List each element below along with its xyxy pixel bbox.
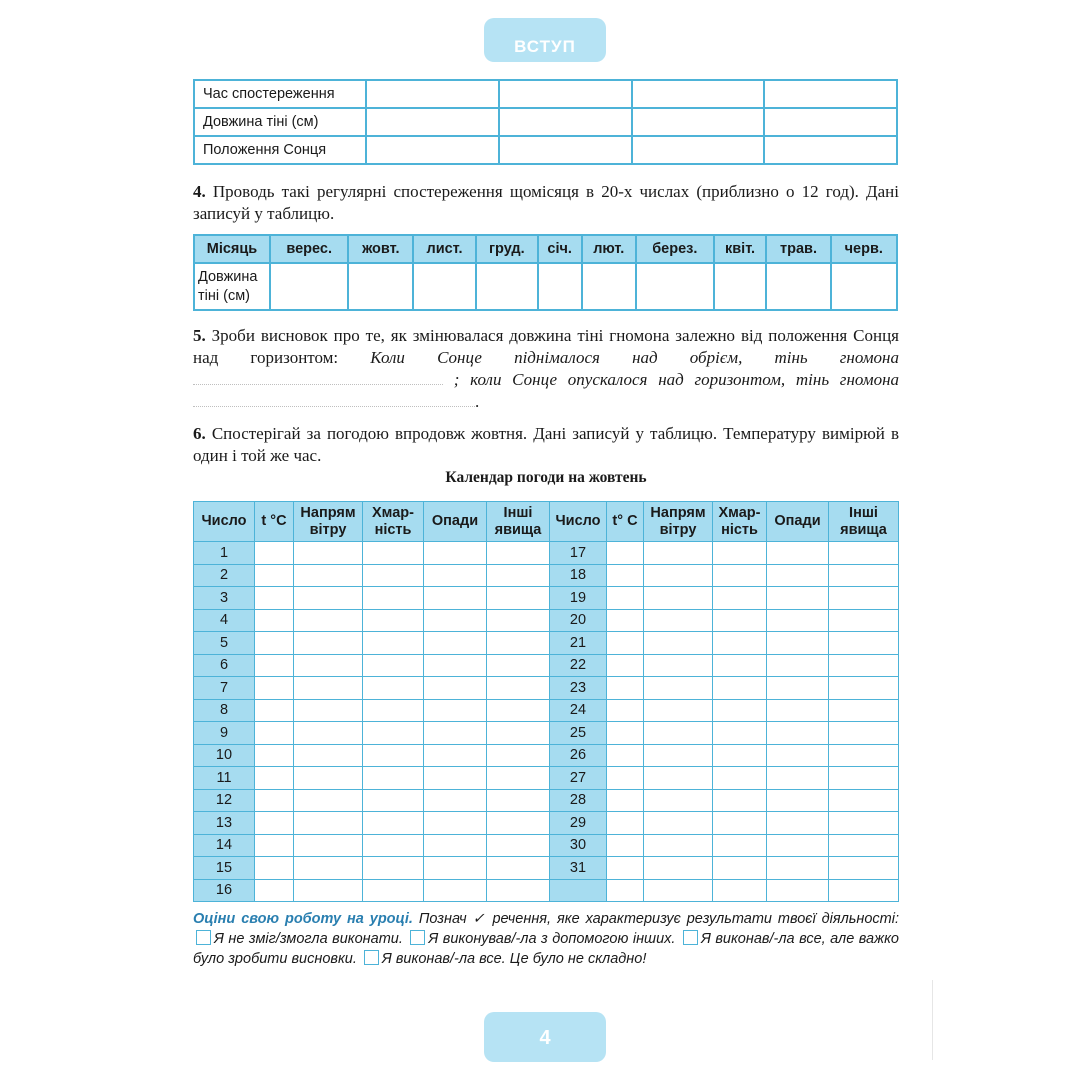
table-cell[interactable] [767, 767, 829, 790]
table-cell[interactable] [607, 857, 644, 880]
table-cell[interactable] [487, 812, 550, 835]
table-cell[interactable] [767, 699, 829, 722]
table-cell[interactable] [644, 834, 713, 857]
table-cell[interactable] [255, 587, 294, 610]
conclusion-text-1: Коли Сонце піднімалося над обрієм, тінь гномона [370, 348, 899, 367]
table-row [194, 80, 897, 108]
table-row [194, 542, 899, 565]
table-cell[interactable] [255, 699, 294, 722]
table-cell[interactable] [607, 564, 644, 587]
column-header: Напрям вітру [644, 502, 713, 542]
table-cell[interactable] [607, 677, 644, 700]
day-number: 9 [194, 722, 255, 745]
table-cell[interactable] [294, 632, 363, 655]
table-cell[interactable] [644, 632, 713, 655]
table-cell[interactable] [255, 812, 294, 835]
day-number: 19 [550, 587, 607, 610]
table-cell[interactable] [713, 542, 767, 565]
table-cell[interactable] [713, 677, 767, 700]
weather-calendar-table [193, 501, 899, 902]
table-cell[interactable] [713, 767, 767, 790]
table-cell[interactable] [538, 263, 582, 310]
table-cell[interactable] [766, 263, 830, 310]
table-cell[interactable] [424, 632, 487, 655]
table-cell[interactable] [644, 789, 713, 812]
table-cell[interactable] [713, 789, 767, 812]
table-cell[interactable] [767, 654, 829, 677]
table-row [194, 632, 899, 655]
table-cell[interactable] [294, 542, 363, 565]
table-cell[interactable] [348, 263, 413, 310]
day-number: 13 [194, 812, 255, 835]
table-header-row [194, 502, 899, 542]
day-number: 7 [194, 677, 255, 700]
month-header: верес. [270, 235, 348, 263]
table-cell[interactable] [363, 699, 424, 722]
table-cell[interactable] [294, 789, 363, 812]
row-label: Положення Сонця [194, 136, 366, 164]
table-cell[interactable] [487, 767, 550, 790]
table-cell[interactable] [424, 699, 487, 722]
day-number: 30 [550, 834, 607, 857]
assessment-lead: Оціни свою роботу на уроці. [193, 911, 413, 927]
task-text: Спостерігай за погодою впродовж жовтня. Дані записуй у таблицю. Температуру вимірюй в один і той же час. [193, 424, 899, 465]
month-header: квіт. [714, 235, 767, 263]
table-cell[interactable] [767, 542, 829, 565]
table-cell[interactable] [487, 609, 550, 632]
table-cell[interactable] [255, 767, 294, 790]
table-cell[interactable] [424, 767, 487, 790]
table-cell[interactable] [255, 632, 294, 655]
table-cell[interactable] [363, 564, 424, 587]
table-row [194, 587, 899, 610]
sentence-end: . [475, 392, 480, 411]
calendar-title: Календар погоди на жовтень [445, 469, 647, 486]
column-header: Хмар-ність [713, 502, 767, 542]
answer-blank-2[interactable] [193, 393, 475, 407]
table-cell[interactable] [424, 609, 487, 632]
table-cell[interactable] [424, 789, 487, 812]
table-cell[interactable] [294, 879, 363, 902]
day-number: 16 [194, 879, 255, 902]
task-number: 4. [193, 182, 206, 201]
assessment-option: Я виконав/-ла все, але важко було зробити висновки. [193, 931, 899, 967]
table-cell[interactable] [363, 542, 424, 565]
table-row [194, 744, 899, 767]
table-cell[interactable] [255, 564, 294, 587]
table-cell[interactable] [829, 699, 899, 722]
month-header: лист. [413, 235, 476, 263]
table-row [194, 857, 899, 880]
table-cell[interactable] [424, 587, 487, 610]
column-header: Опади [767, 502, 829, 542]
column-header: Хмар-ність [363, 502, 424, 542]
table-cell[interactable] [829, 542, 899, 565]
month-header: берез. [636, 235, 714, 263]
table-cell[interactable] [487, 564, 550, 587]
month-header: жовт. [348, 235, 413, 263]
table-cell[interactable] [363, 677, 424, 700]
day-number: 27 [550, 767, 607, 790]
conclusion-text-2: ; коли Сонце опускалося над горизонтом, тінь гномона [453, 370, 900, 389]
column-header: Опади [424, 502, 487, 542]
day-number: 22 [550, 654, 607, 677]
month-header: лют. [582, 235, 636, 263]
day-number: 6 [194, 654, 255, 677]
table-cell[interactable] [607, 767, 644, 790]
table-cell[interactable] [829, 677, 899, 700]
day-number: 3 [194, 587, 255, 610]
table-cell[interactable] [294, 587, 363, 610]
task-5 [193, 325, 899, 413]
table-cell[interactable] [713, 587, 767, 610]
checkbox[interactable] [410, 930, 425, 945]
table-cell[interactable] [487, 632, 550, 655]
table-cell[interactable] [366, 80, 499, 108]
table-cell[interactable] [767, 632, 829, 655]
table-cell[interactable] [255, 542, 294, 565]
table-cell[interactable] [363, 722, 424, 745]
checkbox[interactable] [364, 950, 379, 965]
table-cell[interactable] [829, 564, 899, 587]
table-cell[interactable] [363, 812, 424, 835]
table-row [194, 834, 899, 857]
table-cell[interactable] [644, 654, 713, 677]
checkbox[interactable] [683, 930, 698, 945]
table-cell[interactable] [644, 812, 713, 835]
assessment-instruction: Познач ✓ речення, яке характеризує результати твоєї діяльності: [418, 911, 899, 927]
table-row [194, 263, 897, 310]
table-cell[interactable] [424, 542, 487, 565]
table-cell[interactable] [829, 789, 899, 812]
table-cell[interactable] [713, 812, 767, 835]
table-cell[interactable] [764, 136, 897, 164]
table-cell[interactable] [424, 879, 487, 902]
table-cell[interactable] [487, 677, 550, 700]
table-cell[interactable] [607, 587, 644, 610]
table-cell[interactable] [487, 857, 550, 880]
table-cell[interactable] [255, 677, 294, 700]
table-row [194, 136, 897, 164]
day-number: 10 [194, 744, 255, 767]
table-cell[interactable] [294, 812, 363, 835]
day-number: 29 [550, 812, 607, 835]
table-cell[interactable] [363, 834, 424, 857]
table-row [194, 609, 899, 632]
table-row [194, 699, 899, 722]
table-cell[interactable] [294, 677, 363, 700]
table-cell[interactable] [255, 789, 294, 812]
month-header: січ. [538, 235, 582, 263]
table-cell[interactable] [636, 263, 714, 310]
table-cell[interactable] [767, 812, 829, 835]
table-cell[interactable] [829, 834, 899, 857]
table-cell[interactable] [255, 857, 294, 880]
day-number: 5 [194, 632, 255, 655]
table-cell[interactable] [632, 80, 765, 108]
day-number: 14 [194, 834, 255, 857]
table-cell[interactable] [829, 812, 899, 835]
table-cell[interactable] [487, 699, 550, 722]
table-cell[interactable] [713, 834, 767, 857]
table-cell[interactable] [829, 744, 899, 767]
column-header: t °C [255, 502, 294, 542]
table-cell[interactable] [487, 879, 550, 902]
table-cell[interactable] [476, 263, 538, 310]
month-header: трав. [766, 235, 830, 263]
table-cell[interactable] [487, 587, 550, 610]
assessment-option: Я не зміг/змогла виконати. [214, 931, 403, 947]
table-cell[interactable] [829, 767, 899, 790]
table-cell[interactable] [294, 767, 363, 790]
table-cell[interactable] [363, 857, 424, 880]
table-cell[interactable] [644, 699, 713, 722]
row-label: Довжина тіні (см) [194, 108, 366, 136]
table-cell[interactable] [424, 857, 487, 880]
column-header: Місяць [194, 235, 270, 263]
table-cell[interactable] [363, 789, 424, 812]
day-number: 18 [550, 564, 607, 587]
table-cell[interactable] [363, 654, 424, 677]
day-number: 31 [550, 857, 607, 880]
table-cell[interactable] [363, 879, 424, 902]
day-number: 11 [194, 767, 255, 790]
table-cell[interactable] [424, 677, 487, 700]
day-number: 25 [550, 722, 607, 745]
table-cell[interactable] [487, 834, 550, 857]
assessment-option: Я виконував/-ла з допомогою інших. [428, 931, 676, 947]
table-cell[interactable] [363, 744, 424, 767]
table-cell[interactable] [499, 80, 632, 108]
table-cell[interactable] [767, 744, 829, 767]
table-cell[interactable] [831, 263, 897, 310]
table-cell[interactable] [607, 632, 644, 655]
table-cell[interactable] [487, 744, 550, 767]
table-row [194, 564, 899, 587]
column-header: t° C [607, 502, 644, 542]
column-header: Число [194, 502, 255, 542]
day-number: 24 [550, 699, 607, 722]
table-row [194, 677, 899, 700]
day-number: 28 [550, 789, 607, 812]
table-cell[interactable] [607, 789, 644, 812]
assessment-option: Я виконав/-ла все. Це було не складно! [381, 951, 647, 967]
day-number: 20 [550, 609, 607, 632]
table-cell[interactable] [294, 857, 363, 880]
day-number: 8 [194, 699, 255, 722]
table-cell[interactable] [767, 564, 829, 587]
table-cell[interactable] [632, 136, 765, 164]
table-cell[interactable] [713, 564, 767, 587]
day-number: 23 [550, 677, 607, 700]
page-number: 4 [484, 1012, 606, 1062]
table-cell[interactable] [487, 722, 550, 745]
table-cell[interactable] [767, 587, 829, 610]
observation-table [193, 79, 898, 165]
table-cell[interactable] [294, 609, 363, 632]
table-cell[interactable] [607, 609, 644, 632]
table-cell[interactable] [632, 108, 765, 136]
table-cell[interactable] [713, 857, 767, 880]
table-cell[interactable] [644, 587, 713, 610]
table-cell[interactable] [607, 722, 644, 745]
table-cell[interactable] [363, 632, 424, 655]
table-cell[interactable] [255, 609, 294, 632]
table-cell[interactable] [713, 722, 767, 745]
row-label: Довжина тіні (см) [194, 263, 270, 310]
table-cell[interactable] [829, 654, 899, 677]
table-cell[interactable] [607, 699, 644, 722]
task-number: 5. [193, 326, 206, 345]
table-cell[interactable] [767, 857, 829, 880]
table-cell[interactable] [644, 767, 713, 790]
table-cell[interactable] [767, 609, 829, 632]
table-cell[interactable] [713, 744, 767, 767]
table-cell[interactable] [829, 879, 899, 902]
table-cell[interactable] [294, 744, 363, 767]
table-cell[interactable] [366, 136, 499, 164]
day-number: 4 [194, 609, 255, 632]
table-cell[interactable] [713, 632, 767, 655]
table-cell[interactable] [644, 722, 713, 745]
table-cell[interactable] [294, 564, 363, 587]
table-cell[interactable] [644, 879, 713, 902]
table-cell[interactable] [607, 879, 644, 902]
table-cell[interactable] [713, 609, 767, 632]
monthly-shadow-table [193, 234, 898, 311]
day-number: 17 [550, 542, 607, 565]
table-cell[interactable] [413, 263, 476, 310]
table-cell[interactable] [713, 699, 767, 722]
day-number: 26 [550, 744, 607, 767]
table-cell[interactable] [829, 857, 899, 880]
table-cell[interactable] [499, 136, 632, 164]
table-cell[interactable] [366, 108, 499, 136]
table-cell[interactable] [713, 879, 767, 902]
column-header: Інші явища [487, 502, 550, 542]
table-cell[interactable] [607, 834, 644, 857]
divider [932, 980, 933, 1060]
table-row [194, 812, 899, 835]
day-number: 21 [550, 632, 607, 655]
table-cell[interactable] [424, 812, 487, 835]
day-number [550, 879, 607, 902]
table-cell[interactable] [644, 744, 713, 767]
table-cell[interactable] [255, 722, 294, 745]
answer-blank-1[interactable] [193, 371, 443, 385]
column-header: Інші явища [829, 502, 899, 542]
table-row [194, 108, 897, 136]
task-text: Проводь такі регулярні спостереження щомісяця в 20-х числах (приблизно о 12 год). Дані записуй у таблицю. [193, 182, 900, 223]
table-cell[interactable] [767, 722, 829, 745]
table-cell[interactable] [424, 564, 487, 587]
table-cell[interactable] [294, 654, 363, 677]
table-cell[interactable] [767, 834, 829, 857]
table-cell[interactable] [644, 564, 713, 587]
day-number: 2 [194, 564, 255, 587]
table-cell[interactable] [764, 108, 897, 136]
table-row [194, 767, 899, 790]
table-cell[interactable] [424, 654, 487, 677]
table-cell[interactable] [767, 677, 829, 700]
table-cell[interactable] [644, 542, 713, 565]
table-row [194, 879, 899, 902]
table-cell[interactable] [294, 834, 363, 857]
table-cell[interactable] [829, 632, 899, 655]
table-cell[interactable] [255, 879, 294, 902]
table-cell[interactable] [363, 609, 424, 632]
table-row [194, 654, 899, 677]
table-cell[interactable] [424, 744, 487, 767]
table-cell[interactable] [270, 263, 348, 310]
table-cell[interactable] [829, 722, 899, 745]
table-cell[interactable] [294, 722, 363, 745]
table-cell[interactable] [644, 609, 713, 632]
table-row [194, 789, 899, 812]
table-cell[interactable] [487, 654, 550, 677]
checkbox[interactable] [196, 930, 211, 945]
table-cell[interactable] [499, 108, 632, 136]
column-header: Напрям вітру [294, 502, 363, 542]
table-cell[interactable] [764, 80, 897, 108]
table-cell[interactable] [424, 722, 487, 745]
table-cell[interactable] [255, 654, 294, 677]
month-header: груд. [476, 235, 538, 263]
table-cell[interactable] [424, 834, 487, 857]
day-number: 12 [194, 789, 255, 812]
table-cell[interactable] [294, 699, 363, 722]
task-number: 6. [193, 424, 206, 443]
section-tab: ВСТУП [484, 18, 606, 62]
table-cell[interactable] [644, 677, 713, 700]
table-cell[interactable] [829, 587, 899, 610]
task-6 [193, 423, 899, 467]
self-assessment [193, 909, 899, 969]
table-cell[interactable] [487, 789, 550, 812]
table-row [194, 722, 899, 745]
table-cell[interactable] [714, 263, 767, 310]
task-text: Зроби висновок про те, як змінювалася довжина тіні гномона залежно від положення Сонця над горизонтом: [193, 326, 900, 367]
month-header: черв. [831, 235, 897, 263]
table-cell[interactable] [255, 744, 294, 767]
table-cell[interactable] [487, 542, 550, 565]
table-cell[interactable] [607, 744, 644, 767]
column-header: Число [550, 502, 607, 542]
table-cell[interactable] [582, 263, 636, 310]
day-number: 15 [194, 857, 255, 880]
task-4 [193, 181, 899, 225]
row-label: Час спостереження [194, 80, 366, 108]
table-cell[interactable] [363, 767, 424, 790]
table-cell[interactable] [644, 857, 713, 880]
day-number: 1 [194, 542, 255, 565]
table-cell[interactable] [607, 654, 644, 677]
table-cell[interactable] [607, 812, 644, 835]
table-header-row [194, 235, 897, 263]
table-cell[interactable] [829, 609, 899, 632]
table-cell[interactable] [767, 789, 829, 812]
table-cell[interactable] [713, 654, 767, 677]
table-cell[interactable] [607, 542, 644, 565]
table-cell[interactable] [255, 834, 294, 857]
table-cell[interactable] [363, 587, 424, 610]
table-cell[interactable] [767, 879, 829, 902]
